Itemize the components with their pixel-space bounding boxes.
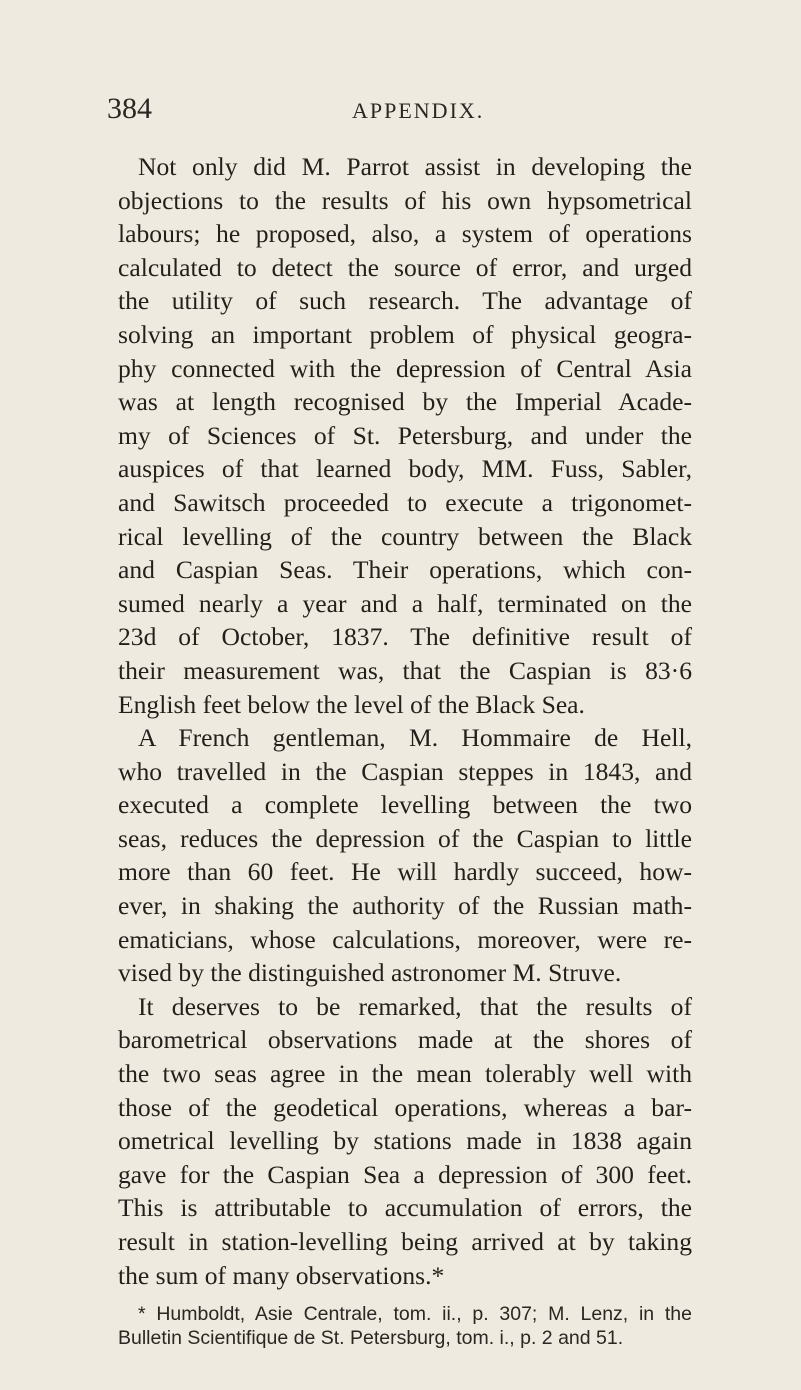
text-line: their measurement was, that the Caspian is 83·6 — [118, 655, 692, 685]
footnote-line: Bulletin Scientifique de St. Petersburg, tom. i., p. 2 and 51. — [118, 1327, 624, 1349]
text-line: ometrical levelling by stations made in 1838 again — [118, 1126, 692, 1156]
text-line: English feet below the level of the Black Sea. — [118, 689, 585, 719]
text-line: and Sawitsch proceeded to execute a trigonomet- — [118, 487, 692, 517]
text-line: Not only did M. Parrot assist in developing the — [138, 152, 692, 181]
text-line: This is attributable to accumulation of errors, the — [118, 1193, 692, 1223]
footnote — [118, 1302, 692, 1350]
text-line: my of Sciences of St. Petersburg, and under the — [118, 420, 692, 450]
text-line: ever, in shaking the authority of the Russian math- — [118, 891, 692, 921]
text-line: the utility of such research. The advantage of — [118, 286, 692, 316]
text-line: ematicians, whose calculations, moreover, were re- — [118, 924, 692, 954]
running-head: APPENDIX. — [352, 98, 485, 123]
text-line: and Caspian Seas. Their operations, which con- — [118, 555, 692, 585]
text-line: rical levelling of the country between the Black — [118, 521, 692, 551]
text-line: objections to the results of his own hypsometrical — [118, 185, 692, 215]
text-line: the two seas agree in the mean tolerably well with — [118, 1059, 692, 1089]
text-line: those of the geodetical operations, whereas a bar- — [118, 1092, 692, 1122]
page-number: 384 — [107, 92, 152, 125]
text-line: A French gentleman, M. Hommaire de Hell, — [138, 723, 692, 753]
page-header — [107, 92, 707, 128]
text-line: seas, reduces the depression of the Caspian to little — [118, 823, 692, 853]
text-line: auspices of that learned body, MM. Fuss, Sabler, — [118, 454, 692, 484]
text-line: the sum of many observations.* — [118, 1260, 445, 1290]
text-line: barometrical observations made at the shores of — [118, 1025, 692, 1055]
text-line: labours; he proposed, also, a system of operations — [118, 219, 692, 249]
text-line: 23d of October, 1837. The definitive result of — [118, 622, 692, 652]
text-line: gave for the Caspian Sea a depression of 300 feet. — [118, 1159, 692, 1189]
text-line: calculated to detect the source of error, and urged — [118, 252, 692, 282]
text-line: executed a complete levelling between the two — [118, 790, 692, 820]
text-line: It deserves to be remarked, that the results of — [138, 991, 692, 1021]
footnote-line: * Humboldt, Asie Centrale, tom. ii., p. 307; M. Lenz, in the — [138, 1303, 692, 1325]
text-line: was at length recognised by the Imperial Acade- — [118, 387, 692, 417]
text-line: phy connected with the depression of Central Asia — [118, 353, 692, 383]
text-line: vised by the distinguished astronomer M. Struve. — [118, 958, 622, 988]
text-line: sumed nearly a year and a half, terminated on the — [118, 588, 692, 618]
text-line: result in station-levelling being arrived at by taking — [118, 1227, 692, 1256]
body-text — [118, 150, 692, 1292]
text-line: more than 60 feet. He will hardly succeed, how- — [118, 857, 692, 887]
text-line: solving an important problem of physical geogra- — [118, 319, 692, 349]
text-line: who travelled in the Caspian steppes in 1843, and — [118, 756, 692, 786]
